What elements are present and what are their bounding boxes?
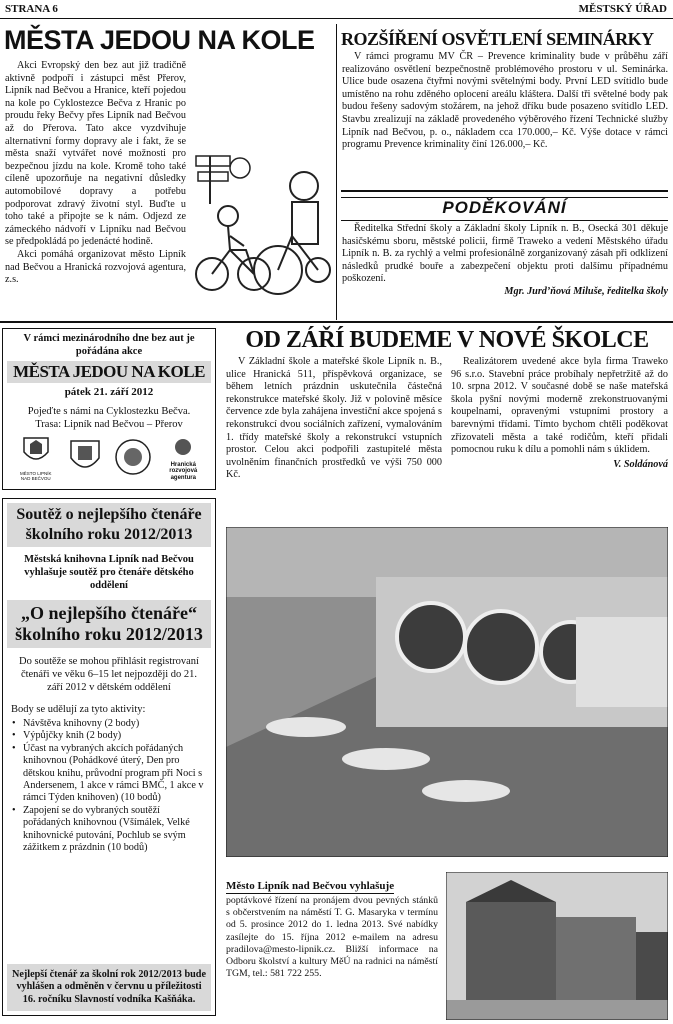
tender-title: Město Lipník nad Bečvou vyhlašuje xyxy=(226,880,395,892)
event-box xyxy=(2,328,216,490)
event-intro: V rámci mezinárodního dne bez aut je pořádána akce xyxy=(23,333,195,357)
town-crest-icon xyxy=(68,438,102,481)
bathroom-photo xyxy=(226,527,668,857)
reader-title: Soutěž o nejlepšího čtenáře školního roku 2012/2013 xyxy=(16,506,202,543)
bike-article-title: MĚSTA JEDOU NA KOLE xyxy=(4,25,315,55)
bike-article-body: Akci Evropský den bez aut již tradičně aktivně podpoří i zástupci měst Přerov, Lipník nad Bečvou a Hranice, kteří pojedou na kole po Cyklostezce Bečva z Hranic po proudu řeky Bečvy přes Lipník nad Bečvou až do Přerova. Tato akce vyzdvihuje alternativní formy dopravy ale i fakt, že se města snaží vytvářet nové možnosti pro bezpečnou jízdu na kole. Kromě toho také cíleně upozorňuje na negativní důsledky automobilové dopravy a potřebu podporovat zdravý životní styl. Buďte u toho také a připojte se k nám. Odjezd ze zámeckého nádvoří v Lipníku nad Bečvou se předpokládá po jedenácté hodině. xyxy=(5,60,186,248)
school-article-title: OD ZÁŘÍ BUDEME V NOVÉ ŠKOLCE xyxy=(245,327,649,353)
event-date: pátek 21. září 2012 xyxy=(64,386,154,398)
school-article-body-2: Realizátorem uvedené akce byla firma Traweko 96 s.r.o. Stavební práce probíhaly nepřetržitě až do 10. srpna 2012. V současné době se naše mateřská škola pyšní novými moderně zrekonstruovanými koupelnami, opravenými vstupními prostory a barevnými třídami. Tímto bychom chtěli poděkovat zřizovateli města a také rodičům, kteří přidali pomocnou ruku k dílu a pomohli nám s úklidem. xyxy=(451,356,668,456)
reader-quote-title: „O nejlepšího čtenáře“ školního roku 2012/2013 xyxy=(15,603,203,644)
list-item: • Návštěva knihovny (2 body) xyxy=(11,718,207,730)
seal-icon xyxy=(114,438,152,481)
thanks-signature: Mgr. Jurdʼňová Miluše, ředitelka školy xyxy=(504,285,668,297)
reader-signup: Do soutěže se mohou přihlásit registrovaní čtenáři ve věku 6–15 let nejpozději do 21. září 2012 v dětském oddělení xyxy=(19,656,199,693)
agency-logo xyxy=(163,437,203,482)
list-item: • Zapojení se do vybraných soutěží pořádaných knihovnou (Všímálek, Velké knihovnické putování, Pochlub se svým zážitkem z prázdnin (10 bodů) xyxy=(11,805,207,855)
page-number: STRANA 6 xyxy=(5,3,58,15)
section-name: MĚSTSKÝ ÚŘAD xyxy=(578,3,667,15)
section-divider xyxy=(341,190,668,192)
tender-article xyxy=(226,876,438,980)
reader-outro: Nejlepší čtenář za školní rok 2012/2013 bude vyhlášen a odměněn v červnu u příležitosti 16. ročníku Slavností vodníka Kašňáka. xyxy=(12,968,206,1005)
list-item: • Výpůjčky knih (2 body) xyxy=(11,730,207,742)
lipnik-logo-text: MĚSTO LIPNÍK NAD BEČVOU xyxy=(20,471,52,481)
thanks-title-bar xyxy=(341,197,668,221)
list-item: • Účast na vybraných akcích pořádaných knihovnou (Pohádkové úterý, Den pro dětskou knihu, průvodní program při Noci s Andersenem, 1 akce v rámci BMČ, 1 akce v rámci Týden knihoven) (10 bodů) xyxy=(11,743,207,805)
event-title-bar xyxy=(7,361,211,383)
lighting-article xyxy=(342,51,668,152)
reader-outro-bar xyxy=(7,964,211,1012)
lipnik-logo xyxy=(15,436,57,481)
agency-logo-text: Hranická rozvojová agentura xyxy=(169,461,198,481)
town-square-photo xyxy=(446,872,668,1020)
lighting-article-title: ROZŠÍŘENÍ OSVĚTLENÍ SEMINÁRKY xyxy=(341,29,654,49)
bike-illustration xyxy=(192,146,332,304)
school-signature: V. Soldánová xyxy=(613,458,668,470)
event-title: MĚSTA JEDOU NA KOLE xyxy=(13,362,205,381)
thanks-article xyxy=(342,223,668,297)
bike-article xyxy=(5,60,332,308)
page-header xyxy=(0,0,673,19)
reader-announce: Městská knihovna Lipník nad Bečvou vyhlašuje soutěž pro čtenáře dětského oddělení xyxy=(24,554,194,591)
school-article-col2 xyxy=(451,356,668,470)
reader-points-list xyxy=(3,718,215,854)
event-route: Trasa: Lipník nad Bečvou – Přerov xyxy=(35,419,183,430)
event-logos xyxy=(3,436,215,481)
tender-body: poptávkové řízení na pronájem dvou pevných stánků s občerstvením na náměstí T. G. Masaryka v termínu od 5. prosince 2012 do 1. ledna 2013. Své nabídky zasílejte do 15. října 2012 e-mailem na adresu pradilova@mesto-lipnik.cz. Bližší informace na Odboru školství a kultury MěÚ na radnici na náměstí TGM, tel.: 581 722 255. xyxy=(226,895,438,980)
reader-points-intro: Body se udělují za tyto aktivity: xyxy=(11,704,146,715)
reader-box xyxy=(2,498,216,1016)
event-invite: Pojeďte s námi na Cyklostezku Bečva. xyxy=(27,406,191,417)
thanks-title: PODĚKOVÁNÍ xyxy=(442,198,567,217)
school-article-col1 xyxy=(226,356,442,482)
thanks-body: Ředitelka Střední školy a Základní školy Lipník n. B., Osecká 301 děkuje hasičskému sboru, městské policii, firmě Traweko a vedení Městského úřadu Lipník n. B. za rychlý a velmi profesionálně zorganizovaný zásah při odklizení následků prudké bouře a zabezpečení objektu proti dalšímu případnému poškození. xyxy=(342,223,668,285)
reader-quote-bar xyxy=(7,600,211,648)
reader-title-bar xyxy=(7,503,211,547)
school-article-body-1: V Základní škole a mateřské škole Lipník n. B., ulice Hranická 511, příspěvková organizace, se během letních prázdnin uskutečnila částečná rekonstrukce mateřské školy. Již v polovině měsíce července zde byla zahájena investiční akce spojená s rekonstrukcí dvou sociálních zařízení, vymalováním 1. třídy mateřské školy a rekonstrukcí vstupních prostor. Celou akci podpořili zastupitelé města uvolněním finančních prostředků ve výši 750 000 Kč. xyxy=(226,356,442,481)
horizontal-divider xyxy=(0,321,673,323)
lighting-article-body: V rámci programu MV ČR – Prevence kriminality bude v průběhu září realizováno osvětlení bezpečnostně problémového prostoru v ul. Seminárka. Ulice bude osazena čtyřmi novými světelnými body. První LED svítidlo bude umístěno na rohu zděného oplocení areálu kláštera. Další tři světelné body pak budou řešeny sadovým stožárem, na jehož dříku bude posazeno svítidlo LED. Stavbu zrealizují na základě provedeného výběrového řízení Technické služby Lipník nad Bečvou, p. o., nákladem cca 170.000,– Kč. Výše dotace v rámci programu Prevence kriminality činí 126.000,– Kč. xyxy=(342,51,668,151)
bike-article-body-2: Akci pomáhá organizovat město Lipník nad Bečvou a Hranická rozvojová agentura, z.s. xyxy=(5,248,186,286)
column-divider xyxy=(336,24,337,320)
